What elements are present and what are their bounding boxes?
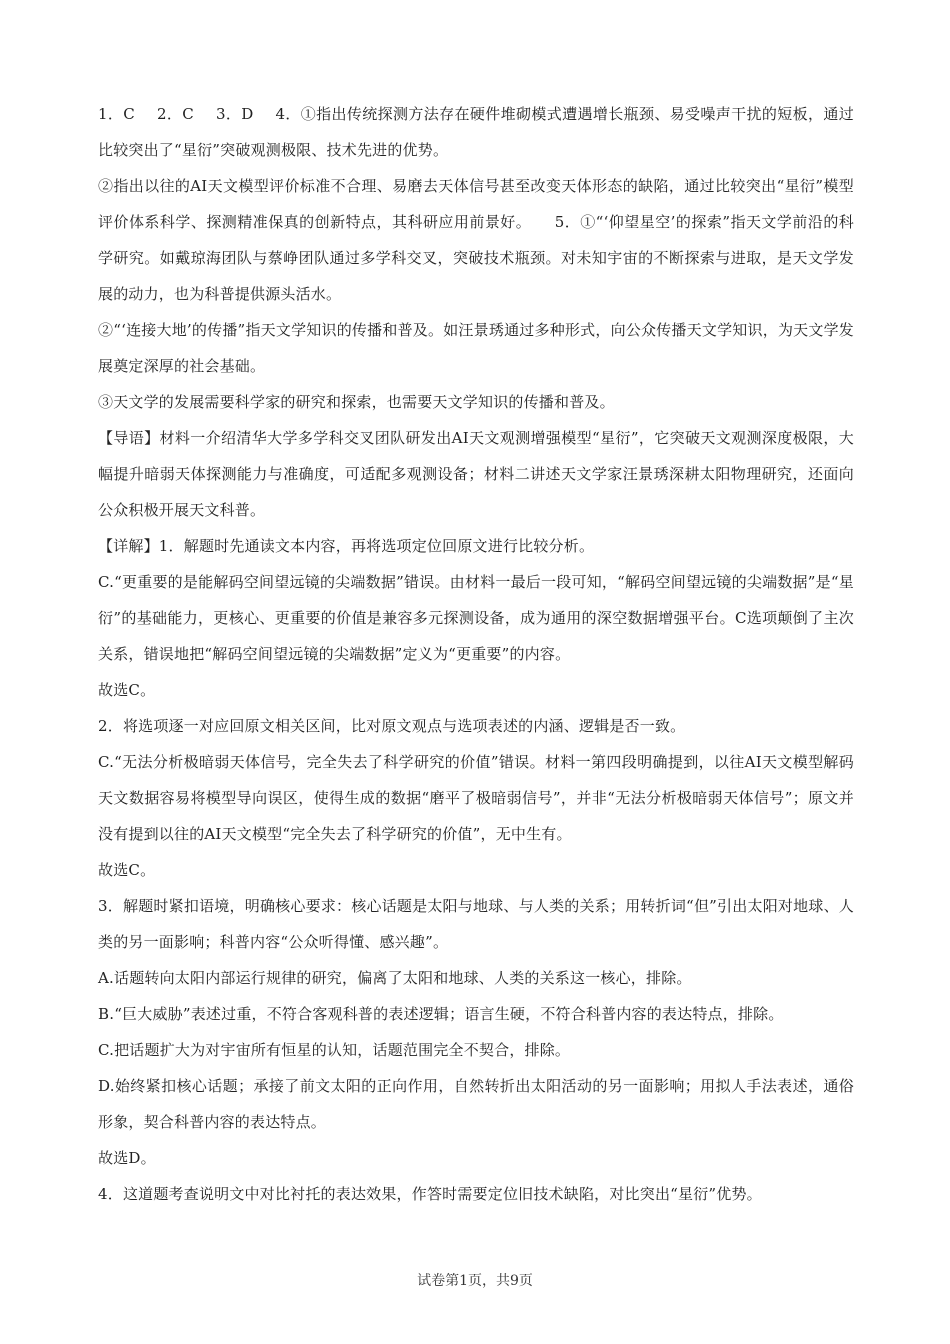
page-footer: 试卷第1页，共9页 [417, 1273, 533, 1289]
paragraph-q2-analysis: C.“无法分析极暗弱天体信号，完全失去了科学研究的价值”错误。材料一第四段明确提到，以往AI天文模型解码天文数据容易将模型导向误区，使得生成的数据“磨平了极暗弱信号”，并非“无法分析极暗弱天体信号”；原文并没有提到以往的AI天文模型“完全失去了科学研究的价值”，无中生有。 [98, 753, 854, 843]
paragraph-q1-analysis: C.“更重要的是能解码空间望远镜的尖端数据”错误。由材料一最后一段可知，“解码空间望远镜的尖端数据”是“星衍”的基础能力，更核心、更重要的价值是兼容多元探测设备，成为通用的深空数据增强平台。C选项颠倒了主次关系，错误地把“解码空间望远镜的尖端数据”定义为“更重要”的内容。 [98, 573, 854, 663]
paragraph-q4-method: 4．这道题考查说明文中对比衬托的表达效果，作答时需要定位旧技术缺陷，对比突出“星衍”优势。 [98, 1185, 762, 1203]
guide-paragraph: 【导语】材料一介绍清华大学多学科交叉团队研发出AI天文观测增强模型“星衍”，它突破天文观测深度极限，大幅提升暗弱天体探测能力与准确度，可适配多观测设备；材料二讲述天文学家汪景琇深耕太阳物理研究，还面向公众积极开展天文科普。 [98, 429, 854, 519]
detail-heading: 【详解】1．解题时先通读文本内容，再将选项定位回原文进行比较分析。 [98, 537, 595, 555]
paragraph-q3-option-d: D.始终紧扣核心话题；承接了前文太阳的正向作用，自然转折出太阳活动的另一面影响；用拟人手法表述，通俗形象，契合科普内容的表达特点。 [98, 1077, 854, 1131]
answer-line [98, 96, 854, 168]
paragraph-q2-method: 2．将选项逐一对应回原文相关区间，比对原文观点与选项表述的内涵、逻辑是否一致。 [98, 717, 686, 735]
paragraph-q3-option-b: B.“巨大威胁”表述过重，不符合客观科普的表述逻辑；语言生硬，不符合科普内容的表达特点，排除。 [98, 1005, 784, 1023]
paragraph-q3-option-c: C.把话题扩大为对宇宙所有恒星的认知，话题范围完全不契合，排除。 [98, 1041, 571, 1059]
paragraph-1: ②指出以往的AI天文模型评价标准不合理、易磨去天体信号甚至改变天体形态的缺陷，通过比较突出“星衍”模型评价体系科学、探测精准保真的创新特点，其科研应用前景好。 5．①“‘仰望星空’的探索”指天文学前沿的科学研究。如戴琼海团队与蔡峥团队通过多学科交叉，突破技术瓶颈。对未知宇宙的不断探索与进取，是天文学发展的动力，也为科普提供源头活水。 [98, 177, 854, 303]
answer-conclusion-1: 故选C。 [98, 681, 156, 699]
answer-1: 1．C [98, 105, 135, 123]
paragraph-q3-option-a: A.话题转向太阳内部运行规律的研究，偏离了太阳和地球、人类的关系这一核心，排除。 [98, 969, 692, 987]
paragraph-3: ③天文学的发展需要科学家的研究和探索，也需要天文学知识的传播和普及。 [98, 393, 615, 411]
paragraph-q3-method: 3．解题时紧扣语境，明确核心要求：核心话题是太阳与地球、与人类的关系；用转折词“但”引出太阳对地球、人类的另一面影响；科普内容“公众听得懂、感兴趣”。 [98, 897, 854, 951]
document-body [98, 96, 854, 1212]
answer-conclusion-3: 故选D。 [98, 1149, 156, 1167]
answer-3: 3．D [215, 105, 254, 123]
paragraph-2: ②“‘连接大地’的传播”指天文学知识的传播和普及。如汪景琇通过多种形式，向公众传播天文学知识，为天文学发展奠定深厚的社会基础。 [98, 321, 854, 375]
answer-conclusion-2: 故选C。 [98, 861, 156, 879]
answer-2: 2．C [156, 105, 194, 123]
answer-4-start: 4．①指出传统探测方法存在硬件堆砌模式遭遇增长瓶颈、易受噪声干扰的短板，通过比较突出了“星衍”突破观测极限、技术先进的优势。 [98, 105, 854, 159]
